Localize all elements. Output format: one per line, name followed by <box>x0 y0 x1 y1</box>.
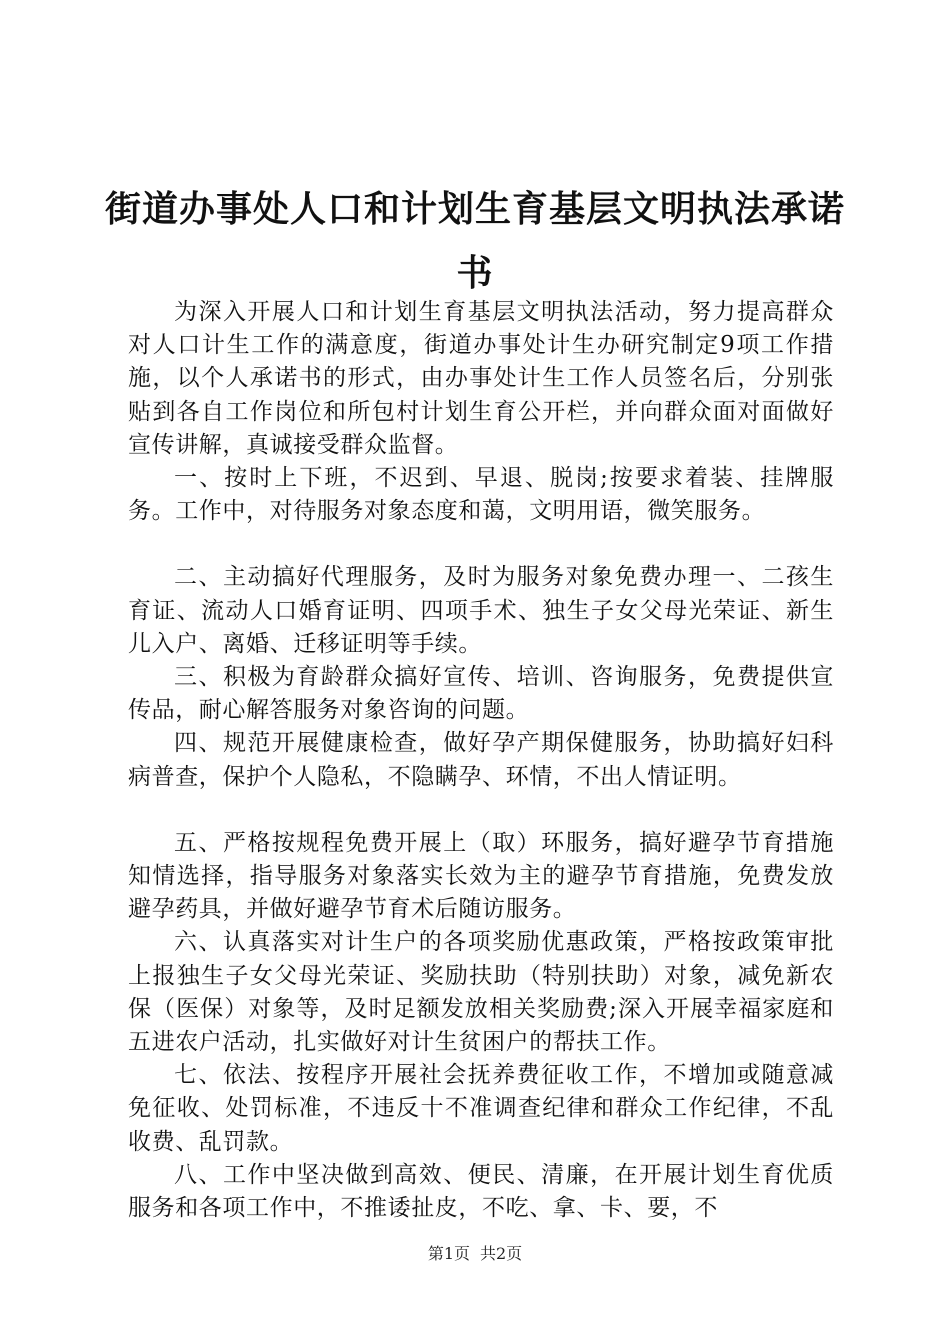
paragraph-item-7: 七、依法、按程序开展社会抚养费征收工作，不增加或随意减免征收、处罚标准，不违反十不准调查纪律和群众工作纪律，不乱收费、乱罚款。 <box>128 1062 834 1155</box>
page-footer <box>0 1244 950 1264</box>
page-total: 共2页 <box>480 1244 523 1263</box>
paragraph-item-5: 五、严格按规程免费开展上（取）环服务，搞好避孕节育措施知情选择，指导服务对象落实长效为主的避孕节育措施，免费发放避孕药具，并做好避孕节育术后随访服务。 <box>128 829 834 923</box>
page-number: 第1页 <box>427 1244 470 1263</box>
paragraph-intro: 为深入开展人口和计划生育基层文明执法活动，努力提高群众对人口计生工作的满意度，街道办事处计生办研究制定9项工作措施，以个人承诺书的形式，由办事处计生工作人员签名后，分别张贴到各自工作岗位和所包村计划生育公开栏，并向群众面对面做好宣传讲解，真诚接受群众监督。 <box>128 299 834 458</box>
paragraph-item-8: 八、工作中坚决做到高效、便民、清廉，在开展计划生育优质服务和各项工作中，不推诿扯皮，不吃、拿、卡、要，不 <box>128 1161 834 1222</box>
paragraph-item-3: 三、积极为育龄群众搞好宣传、培训、咨询服务，免费提供宣传品，耐心解答服务对象咨询的问题。 <box>128 664 834 724</box>
paragraph-item-2: 二、主动搞好代理服务，及时为服务对象免费办理一、二孩生育证、流动人口婚育证明、四项手术、独生子女父母光荣证、新生儿入户、离婚、迁移证明等手续。 <box>128 564 834 657</box>
paragraph-item-1: 一、按时上下班，不迟到、早退、脱岗;按要求着装、挂牌服务。工作中，对待服务对象态度和蔼，文明用语，微笑服务。 <box>128 465 834 525</box>
document-title: 街道办事处人口和计划生育基层文明执法承诺书 <box>104 189 845 294</box>
paragraph-item-4: 四、规范开展健康检查，做好孕产期保健服务，协助搞好妇科病普查，保护个人隐私，不隐瞒孕、环情，不出人情证明。 <box>128 730 834 790</box>
paragraph-item-6: 六、认真落实对计生户的各项奖励优惠政策，严格按政策审批上报独生子女父母光荣证、奖励扶助（特别扶助）对象，减免新农保（医保）对象等，及时足额发放相关奖励费;深入开展幸福家庭和五进农户活动，扎实做好对计生贫困户的帮扶工作。 <box>128 929 834 1056</box>
document-body <box>128 296 834 1225</box>
